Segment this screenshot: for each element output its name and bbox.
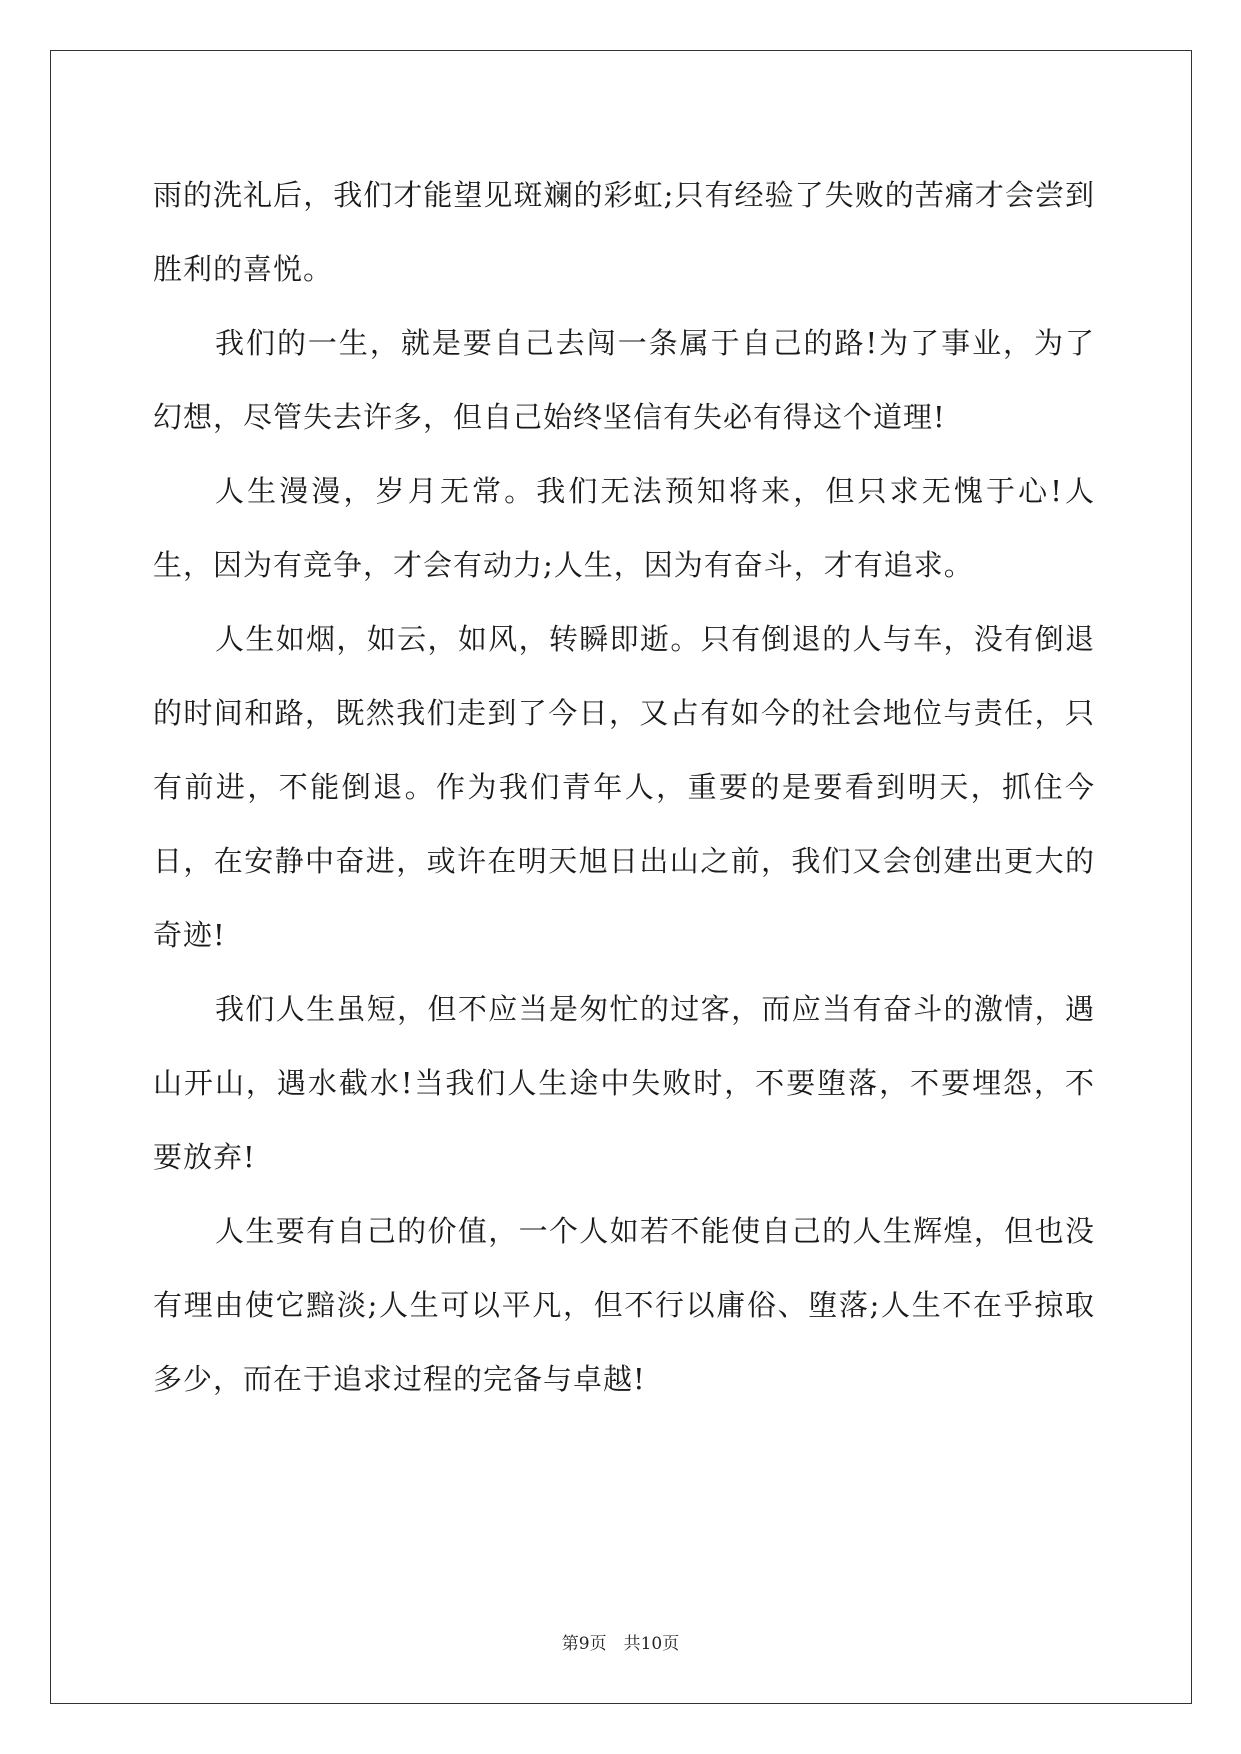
- paragraph-1: 雨的洗礼后，我们才能望见斑斓的彩虹;只有经验了失败的苦痛才会尝到胜利的喜悦。: [153, 178, 1095, 286]
- paragraph-4: 人生如烟，如云，如风，转瞬即逝。只有倒退的人与车，没有倒退的时间和路，既然我们走到了今日，又占有如今的社会地位与责任，只有前进，不能倒退。作为我们青年人，重要的是要看到明天，抓住今日，在安静中奋进，或许在明天旭日出山之前，我们又会创建出更大的奇迹!: [153, 622, 1095, 952]
- paragraph-2: 我们的一生，就是要自己去闯一条属于自己的路!为了事业，为了幻想，尽管失去许多，但自己始终坚信有失必有得这个道理!: [153, 326, 1095, 434]
- page-number-footer: 第9页 共10页: [561, 1634, 680, 1654]
- paragraph-5: 我们人生虽短，但不应当是匆忙的过客，而应当有奋斗的激情，遇山开山，遇水截水!当我们人生途中失败时，不要堕落，不要埋怨，不要放弃!: [153, 992, 1095, 1174]
- paragraph-3: 人生漫漫，岁月无常。我们无法预知将来，但只求无愧于心!人生，因为有竞争，才会有动力;人生，因为有奋斗，才有追求。: [153, 474, 1095, 582]
- paragraph-6: 人生要有自己的价值，一个人如若不能使自己的人生辉煌，但也没有理由使它黯淡;人生可以平凡，但不行以庸俗、堕落;人生不在乎掠取多少，而在于追求过程的完备与卓越!: [153, 1214, 1095, 1396]
- document-body: [153, 158, 1095, 1416]
